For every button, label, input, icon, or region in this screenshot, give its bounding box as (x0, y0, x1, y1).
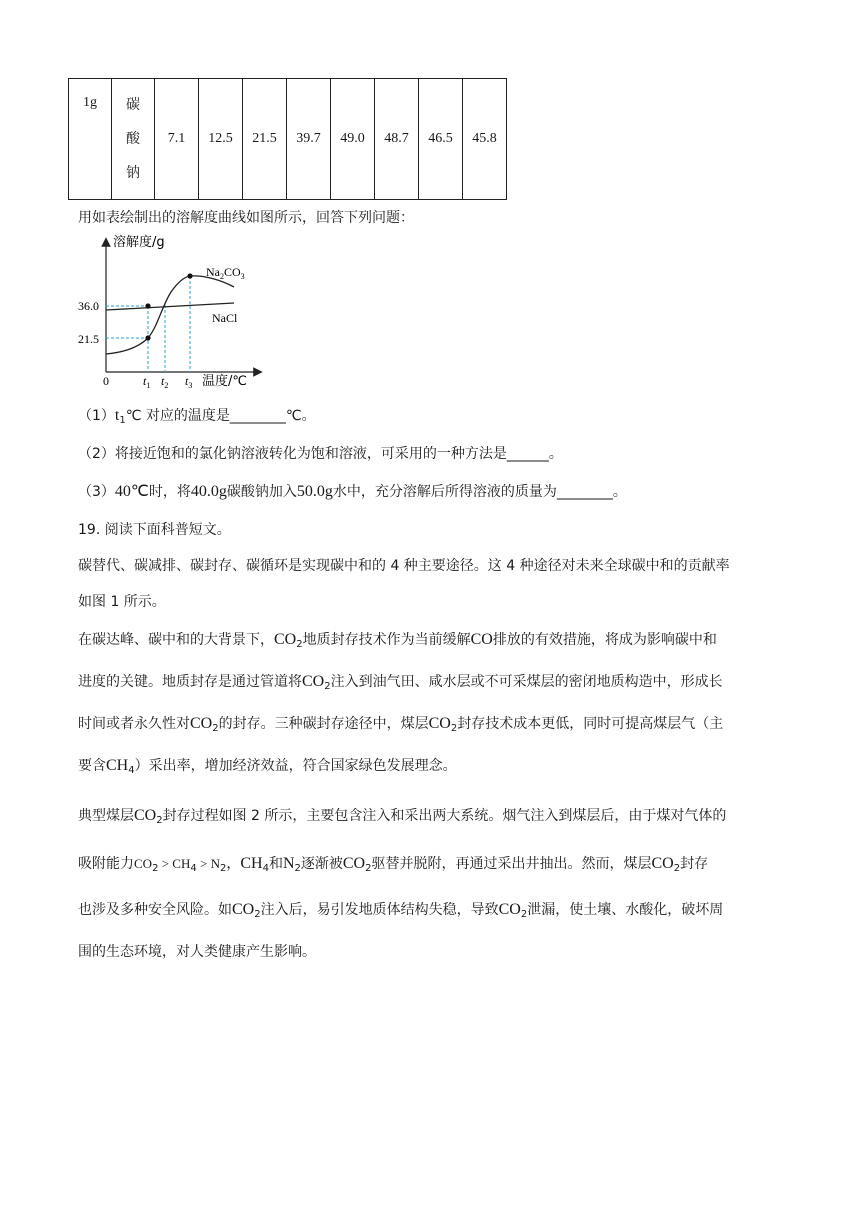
table-cell-mass (69, 79, 112, 200)
substance-char: 酸 (126, 131, 140, 147)
table-cell-value: 21.5 (243, 79, 287, 200)
question-19-title: 19. 阅读下面科普短文。 (78, 522, 231, 538)
paragraph-line: 围的生态环境，对人类健康产生影响。 (78, 944, 316, 960)
paragraph-line: 要含$CH_4$）采出率，增加经济效益，符合国家绿色发展理念。 (78, 757, 457, 776)
table-cell-value: 39.7 (287, 79, 331, 200)
paragraph-line: 在碳达峰、碳中和的大背景下，$CO_2$地质封存技术作为当前缓解CO排放的有效措施，将成为影响碳中和 (78, 631, 717, 650)
x-tick-label: $t_1$ (143, 374, 151, 390)
question-3: （3）40℃时，将40.0g碳酸钠加入50.0g水中，充分溶解后所得溶液的质量为________。 (78, 483, 627, 500)
table-cell-value: 45.8 (463, 79, 507, 200)
solubility-table (68, 78, 507, 200)
paragraph-line: 吸附能力$CO_2 > CH_4 > N_2$，$CH_4$和$N_2$逐渐被$CO_2$驱替并脱附，再通过采出井抽出。然而，煤层$CO_2$封存 (78, 855, 709, 874)
table-cell-value: 46.5 (419, 79, 463, 200)
table-cell-value: 12.5 (199, 79, 243, 200)
substance-char: 钠 (126, 165, 140, 181)
solubility-chart (76, 232, 266, 392)
intro-text: 用如表绘制出的溶解度曲线如图所示，回答下列问题： (78, 210, 414, 226)
table-cell-value: 49.0 (331, 79, 375, 200)
table-cell-value: 48.7 (375, 79, 419, 200)
x-tick-label: $t_3$ (185, 374, 193, 390)
intersection-point (145, 303, 150, 308)
question-2: （2）将接近饱和的氯化钠溶液转化为饱和溶液，可采用的一种方法是______。 (78, 446, 563, 462)
substance-char: 碳 (126, 97, 140, 113)
series-label-nacl: NaCl (212, 311, 238, 325)
mass-label: 1g (83, 95, 97, 110)
paragraph-line: 碳替代、碳减排、碳封存、碳循环是实现碳中和的 4 种主要途径。这 4 种途径对未来全球碳中和的贡献率 (78, 558, 730, 574)
question-1: $(1)t_1℃$ 对应的温度是________℃。 (78, 407, 316, 426)
y-axis-label: 溶解度/g (113, 235, 165, 250)
paragraph-line: 典型煤层$CO_2$封存过程如图 2 所示，主要包含注入和采出两大系统。烟气注入到煤层后，由于煤对气体的 (78, 807, 727, 826)
data-point (145, 335, 150, 340)
paragraph-line: 进度的关键。地质封存是通过管道将$CO_2$注入到油气田、咸水层或不可采煤层的密闭地质构造中，形成长 (78, 673, 723, 692)
table-cell-substance (112, 79, 155, 200)
x-tick-label: $t_2$ (161, 374, 169, 390)
x-axis-label: 温度/℃ (202, 374, 247, 389)
y-tick-label: 36.0 (78, 299, 99, 313)
paragraph-line: 如图 1 所示。 (78, 594, 166, 610)
series-label-na2co3: $Na_2CO_3$ (206, 265, 245, 281)
table-cell-value: 7.1 (155, 79, 199, 200)
paragraph-line: 时间或者永久性对$CO_2$的封存。三种碳封存途径中，煤层$CO_2$封存技术成本更低，同时可提高煤层气（主 (78, 715, 724, 734)
table-row (69, 79, 507, 200)
y-tick-label: 21.5 (78, 332, 99, 346)
nacl-curve (106, 303, 234, 310)
origin-label: 0 (103, 374, 109, 388)
paragraph-line: 也涉及多种安全风险。如$CO_2$注入后，易引发地质体结构失稳，导致$CO_2$泄漏，使土壤、水酸化，破坏周 (78, 901, 724, 920)
max-point (187, 273, 192, 278)
